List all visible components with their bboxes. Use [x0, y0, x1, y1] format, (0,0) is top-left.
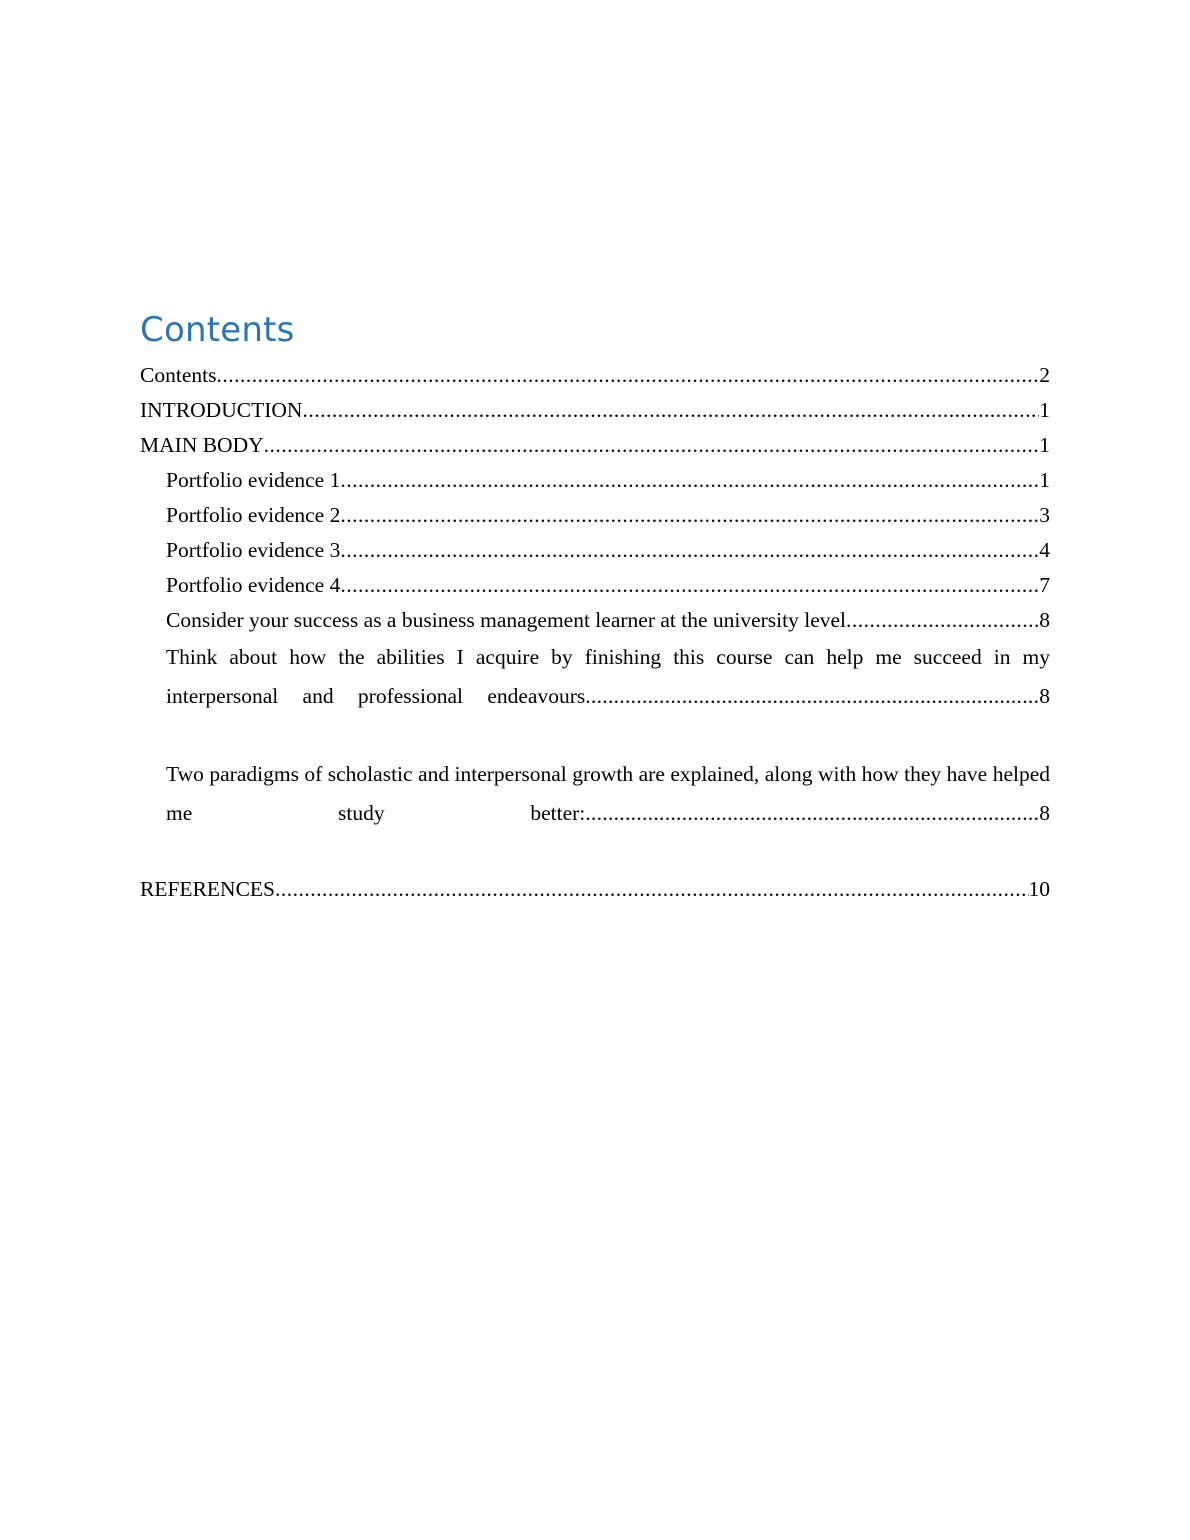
table-of-contents: [140, 310, 1050, 907]
leader-dots: [846, 603, 1039, 638]
toc-entry-page: 3: [1039, 503, 1050, 527]
toc-entry-portfolio-evidence-4[interactable]: [140, 568, 1050, 603]
toc-entry-two-paradigms[interactable]: [140, 755, 1050, 872]
leader-dots: [340, 463, 1039, 498]
toc-entry-page: 7: [1039, 573, 1050, 597]
toc-entry-label: INTRODUCTION: [140, 398, 303, 422]
leader-dots: [302, 393, 1039, 428]
leader-dots: [216, 358, 1039, 393]
page-title: Contents: [140, 310, 295, 350]
toc-entry-page: 1: [1039, 433, 1050, 457]
toc-entry-label: Portfolio evidence 2: [166, 503, 341, 527]
toc-entry-page: 2: [1039, 363, 1050, 387]
toc-entry-portfolio-evidence-2[interactable]: [140, 498, 1050, 533]
toc-entry-label: Portfolio evidence 3: [166, 538, 341, 562]
toc-entry-label: Portfolio evidence 4: [166, 573, 341, 597]
toc-entry-think-about-abilities[interactable]: [140, 638, 1050, 755]
toc-entry-label: REFERENCES: [140, 877, 275, 901]
toc-entry-page: 8: [1039, 684, 1050, 708]
toc-entry-portfolio-evidence-1[interactable]: [140, 463, 1050, 498]
leader-dots: [264, 428, 1040, 463]
toc-entry-label: MAIN BODY: [140, 433, 264, 457]
toc-entry-label: Contents: [140, 363, 217, 387]
leader-dots: [340, 568, 1039, 603]
toc-entry-page: 8: [1039, 801, 1050, 825]
toc-entry-portfolio-evidence-3[interactable]: [140, 533, 1050, 568]
toc-entry-label: Two paradigms of scholastic and interpersonal growth are explained, along with how they have helped me study better:: [166, 762, 1050, 825]
toc-entry-label: Portfolio evidence 1: [166, 468, 341, 492]
toc-entry-consider-your-success[interactable]: [140, 603, 1050, 638]
toc-entry-main-body[interactable]: [140, 428, 1050, 463]
leader-dots: ................................................................................: [585, 684, 1040, 708]
toc-entry-page: 10: [1028, 877, 1050, 901]
toc-entry-page: 1: [1039, 398, 1050, 422]
leader-dots: [340, 533, 1039, 568]
toc-entry-contents[interactable]: [140, 358, 1050, 393]
toc-entry-references[interactable]: [140, 872, 1050, 907]
toc-entry-label: Consider your success as a business management learner at the university level: [166, 608, 847, 632]
toc-entry-page: 8: [1039, 608, 1050, 632]
toc-entry-introduction[interactable]: [140, 393, 1050, 428]
toc-entry-list: [140, 358, 1050, 907]
toc-entry-label: Think about how the abilities I acquire by finishing this course can help me succeed in my interpersonal and professional endeavours: [166, 645, 1050, 708]
toc-entry-page: 1: [1039, 468, 1050, 492]
leader-dots: [275, 872, 1029, 907]
toc-entry-page: 4: [1039, 538, 1050, 562]
leader-dots: ................................................................................: [585, 801, 1040, 825]
leader-dots: [340, 498, 1039, 533]
